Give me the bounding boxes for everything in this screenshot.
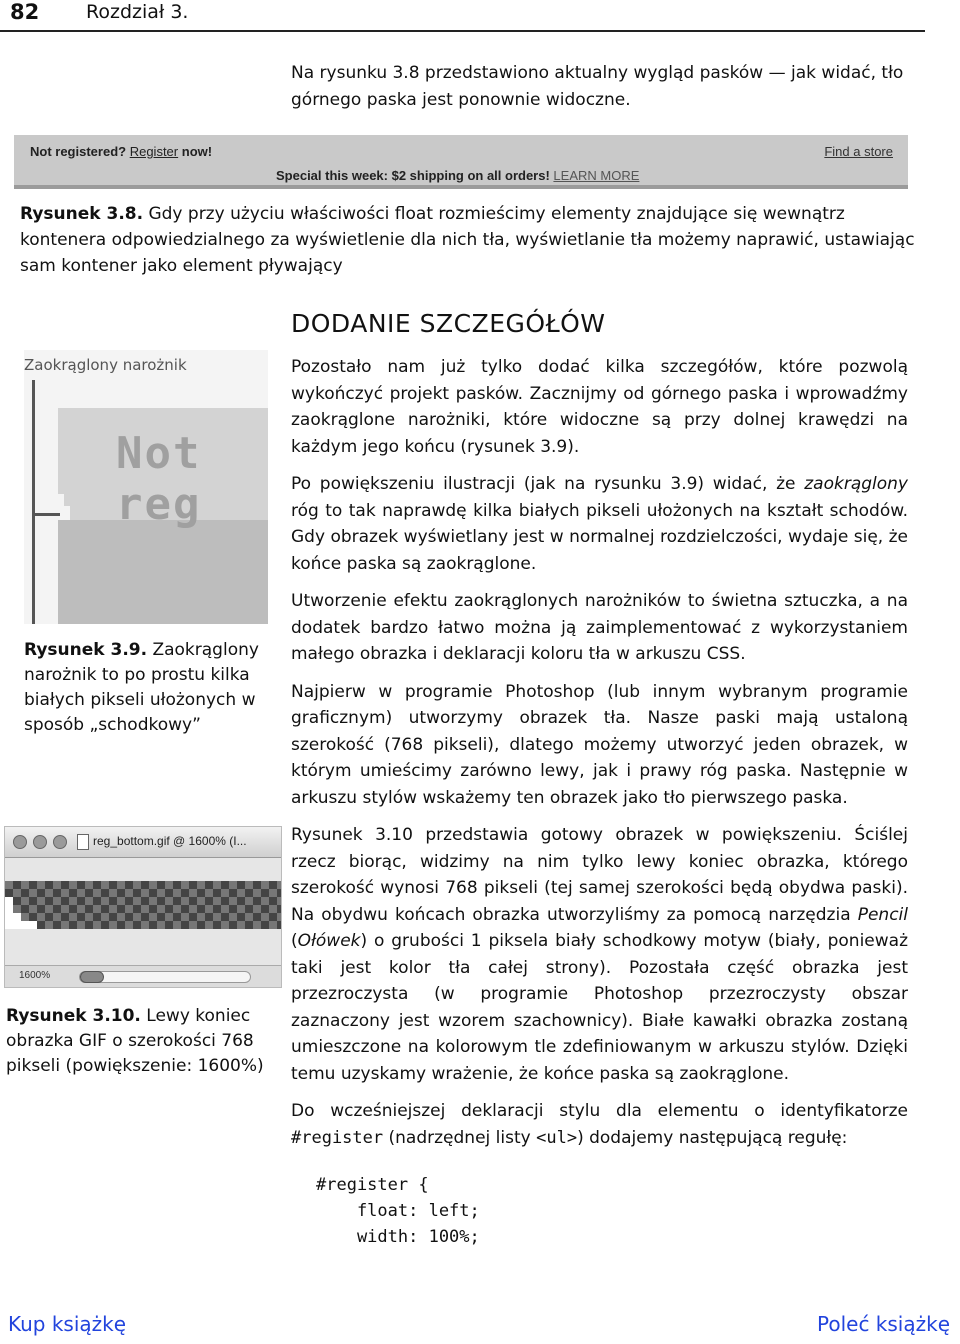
page-number: 82 xyxy=(10,0,40,24)
figure-3-10-caption: Rysunek 3.10. Lewy koniec obrazka GIF o szerokości 768 pikseli (powiększenie: 1600%) xyxy=(6,1006,264,1076)
window-title: reg_bottom.gif @ 1600% (I... xyxy=(93,834,247,848)
pointer-line-horizontal xyxy=(32,513,60,516)
recommend-book-link[interactable]: Poleć książkę xyxy=(817,1312,950,1336)
buy-book-link[interactable]: Kup książkę xyxy=(8,1312,127,1336)
close-window-icon xyxy=(13,835,27,849)
scrollbar-thumb xyxy=(80,971,104,983)
window-titlebar xyxy=(5,827,281,858)
figure-3-8-screenshot xyxy=(14,135,908,189)
css-code-block: #register { float: left; width: 100%; xyxy=(316,1175,480,1247)
white-stair-step xyxy=(5,921,37,929)
paragraph-2: Po powiększeniu ilustracji (jak na rysunku 3.9) widać, że zaokrąglony róg to tak naprawdę kilka białych pikseli ułożonych na kształt schodów. Gdy obrazek wyświetlany jest w normalnej rozdzielczości, wydaje się, że końce paska są zaokrąglone. xyxy=(291,474,908,574)
figure-3-9-caption: Rysunek 3.9. Zaokrąglony narożnik to po prostu kilka białych pikseli ułożonych w sposób „schodkowy” xyxy=(24,640,259,735)
intro-paragraph: Na rysunku 3.8 przedstawiono aktualny wygląd pasków — jak widać, tło górnego paska jest ponownie widoczne. xyxy=(291,63,904,110)
paragraph-3: Utworzenie efektu zaokrąglonych narożników to świetna sztuczka, a na dodatek bardzo łatwo można ją zaimplementować z wykorzystaniem małego obrazka i deklaracji koloru tła w arkuszu CSS. xyxy=(291,591,908,664)
minimize-window-icon xyxy=(33,835,47,849)
not-registered-text: Not registered? Register now! xyxy=(30,144,213,159)
chapter-title: Rozdział 3. xyxy=(86,1,189,23)
figure-3-8-caption: Rysunek 3.8. Gdy przy użyciu właściwości float rozmieścimy elementy znajdujące się wewnątrz kontenera odpowiedzialnego za wyświetlenie dla nich tła, wyświetlanie tła możemy naprawić, ustawiając sam kontener jako element pływający xyxy=(20,204,915,276)
zoomed-not-registered-text: Not reg xyxy=(116,428,202,530)
special-offer-text: Special this week: $2 shipping on all orders! LEARN MORE xyxy=(276,168,640,183)
window-status-bar xyxy=(5,965,281,988)
paragraph-6: Do wcześniejszej deklaracji stylu dla elementu o identyfikatorze #register (nadrzędnej listy <ul>) dodajemy następującą regułę: xyxy=(291,1101,908,1148)
section-heading: DODANIE SZCZEGÓŁÓW xyxy=(291,309,606,338)
figure-3-10-window xyxy=(4,826,282,988)
find-store-link: Find a store xyxy=(824,144,893,159)
paragraph-4: Najpierw w programie Photoshop (lub innym wybranym programie graficznym) utworzymy obrazek tła. Nasze paski mają ustaloną szerokość (768 pikseli), dlatego możemy utworzyć jeden obrazek, w którym umieścimy zarówno lewy, jak i prawy róg paska. Następnie w arkuszu stylów wskażemy ten obrazek jako tło pierwszego paska. xyxy=(291,681,908,808)
paragraph-1: Pozostało nam już tylko dodać kilka szczegółów, które pozwolą wykończyć projekt pasków. Zacznijmy od górnego paska i wprowadźmy zaokrąglone narożniki, które widoczne są przy dolnej krawędzi na każdym jego końcu (rysunek 3.9). xyxy=(291,357,908,457)
paragraph-5: Rysunek 3.10 przedstawia gotowy obrazek w powiększeniu. Ściślej rzecz biorąc, widzimy na nim tylko lewy koniec obrazka, którego szerokość wynosi 768 pikseli (tej samej szerokości będą obydwa paski). Na obydwu końcach obrazka utworzyliśmy za pomocą narzędzia Pencil (Ołówek) o grubości 1 piksela biały schodkowy motyw (biały, ponieważ taki jest kolor tła całej strony). Pozostała część obrazka jest przezroczysta (w programie Photoshop przezroczysty obszar zaznaczony jest wzorem szachownicy). Białe kawałki obrazka zostaną umieszczone na kolorowym tle zdefiniowanym w arkuszu stylów. Dzięki temu uzyskamy wrażenie, że końce paska są zaokrąglone. xyxy=(291,825,908,1084)
learn-more-link: LEARN MORE xyxy=(553,168,640,183)
zoom-level: 1600% xyxy=(19,970,51,981)
zoomed-bar-bottom xyxy=(58,520,268,624)
zoom-window-icon xyxy=(53,835,67,849)
horizontal-scrollbar xyxy=(79,971,251,983)
gif-file-icon xyxy=(77,834,89,850)
main-text-column xyxy=(291,354,908,1162)
register-link: Register xyxy=(129,144,179,159)
figure-3-9-image xyxy=(24,350,268,624)
pointer-line-vertical xyxy=(32,380,35,624)
rounded-corner-label: Zaokrąglony narożnik xyxy=(24,356,187,374)
transparency-checkerboard xyxy=(5,881,281,929)
